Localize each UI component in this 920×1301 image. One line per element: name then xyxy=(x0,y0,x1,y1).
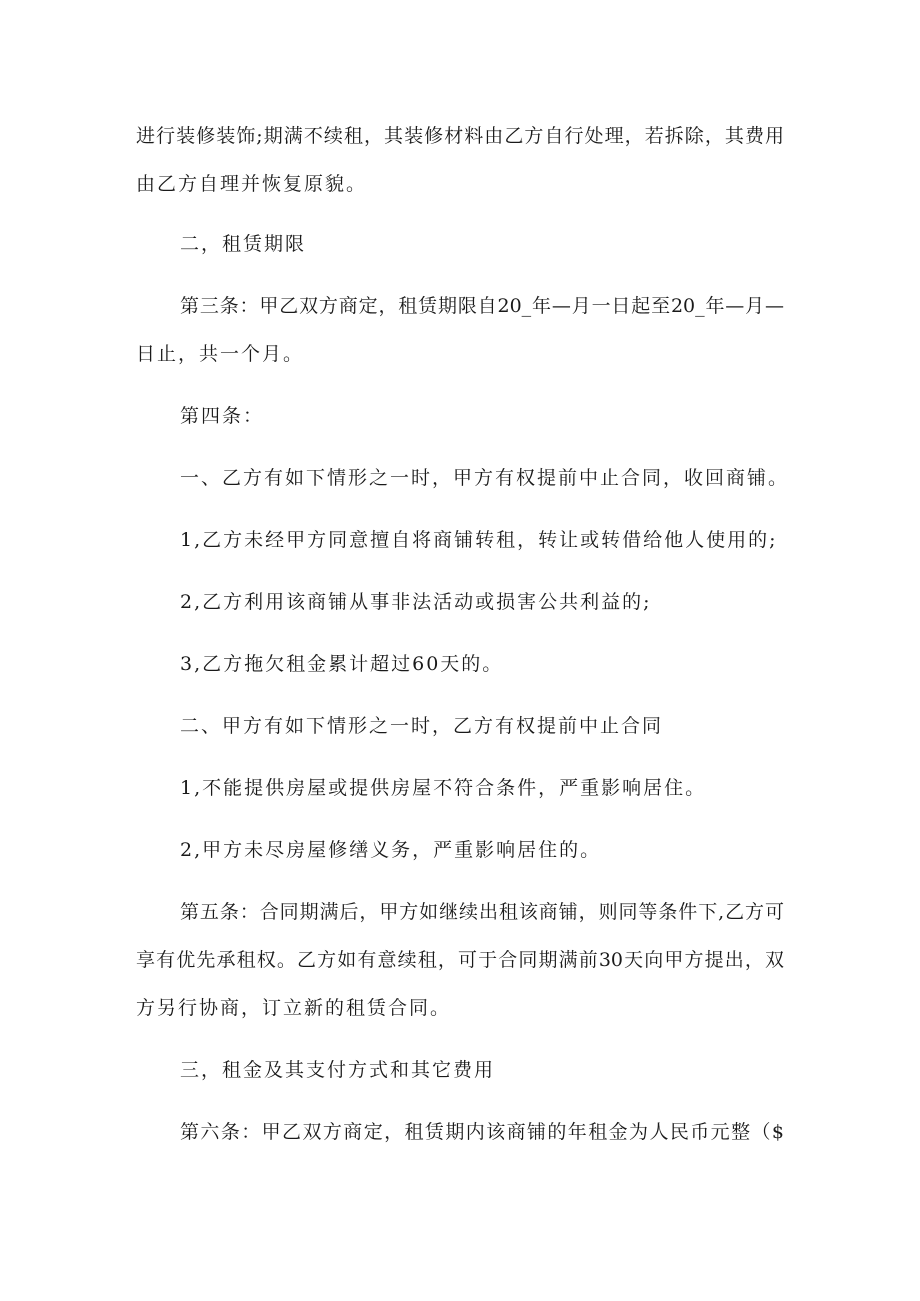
section-heading: 二，租赁期限 xyxy=(180,233,307,255)
clause-line: 一、乙方有如下情形之一时，甲方有权提前中止合同，收回商铺。 xyxy=(180,467,790,489)
section-heading: 三，租金及其支付方式和其它费用 xyxy=(180,1059,496,1081)
article-line: 第五条：合同期满后，甲方如继续出租该商铺，则同等条件下,乙方可 xyxy=(180,901,784,923)
paragraph-line: 由乙方自理并恢复原貌。 xyxy=(136,173,368,195)
article-line: 第六条：甲乙双方商定，租赁期内该商铺的年租金为人民币元整（$ xyxy=(180,1121,784,1143)
list-item: 1,乙方未经甲方同意擅自将商铺转租，转让或转借给他人使用的; xyxy=(180,529,778,551)
article-line: 享有优先承租权。乙方如有意续租，可于合同期满前30天向甲方提出，双 xyxy=(136,949,784,971)
clause-line: 二、甲方有如下情形之一时，乙方有权提前中止合同 xyxy=(180,715,664,737)
list-item: 3,乙方拖欠租金累计超过60天的。 xyxy=(180,653,504,675)
article-line: 第三条：甲乙双方商定，租赁期限自20_年—月一日起至20_年—月— xyxy=(180,295,784,317)
article-line: 日止，共一个月。 xyxy=(136,343,305,365)
list-item: 2,乙方利用该商铺从事非法活动或损害公共利益的; xyxy=(180,591,652,613)
article-heading: 第四条： xyxy=(180,405,265,427)
article-line: 方另行协商，订立新的租赁合同。 xyxy=(136,997,452,1019)
paragraph-line: 进行装修装饰;期满不续租，其装修材料由乙方自行处理，若拆除，其费用 xyxy=(136,125,784,147)
list-item: 1,不能提供房屋或提供房屋不符合条件，严重影响居住。 xyxy=(180,777,707,799)
list-item: 2,甲方未尽房屋修缮义务，严重影响居住的。 xyxy=(180,839,602,861)
